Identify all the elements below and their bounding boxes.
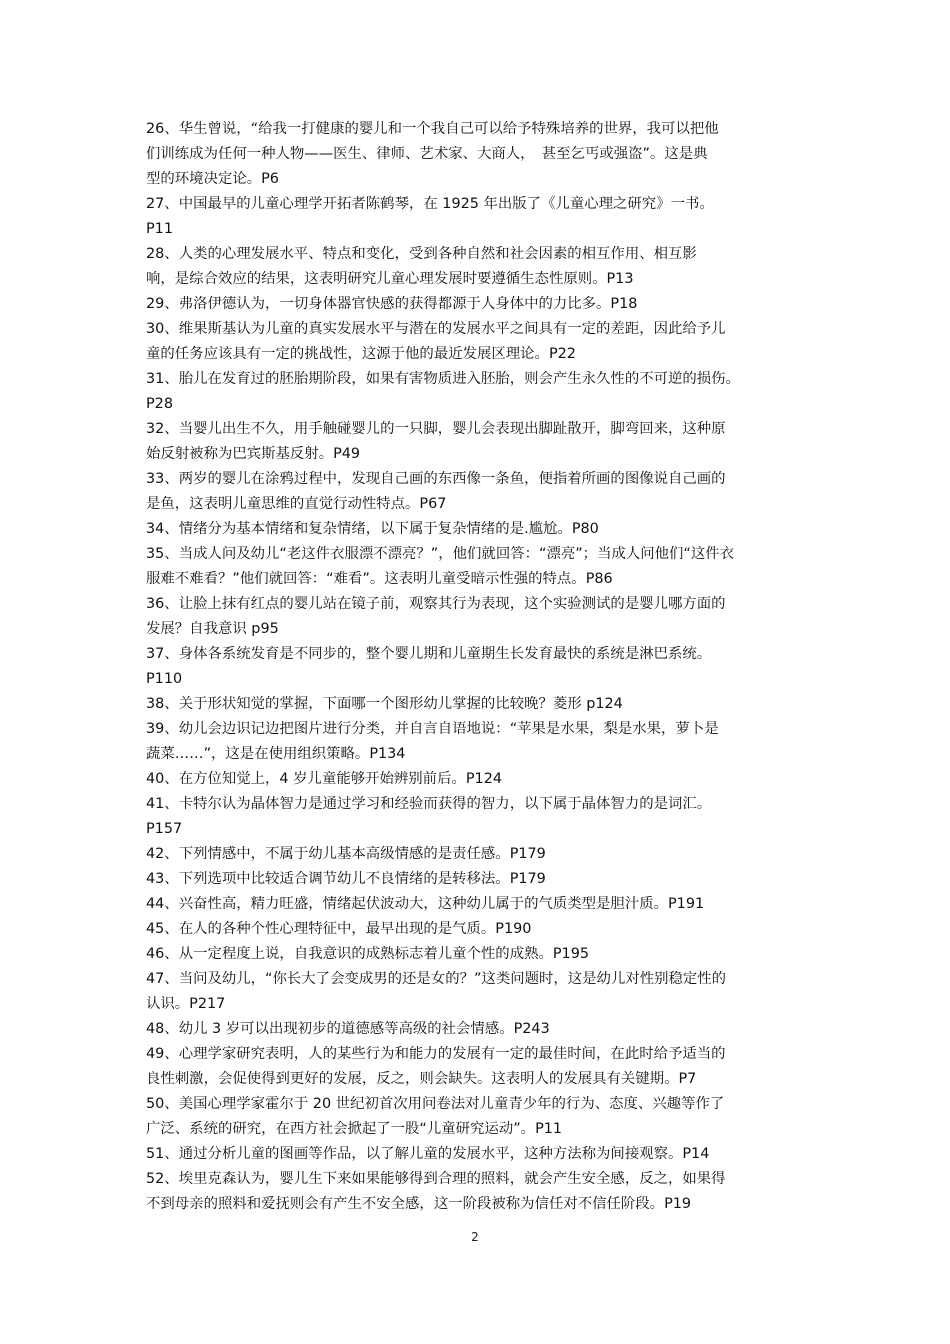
text-line: 35、当成人问及幼儿“老这件衣服漂不漂亮？”，他们就回答：“漂亮”；当成人问他们“这件衣 <box>146 546 735 562</box>
text-line: 47、当问及幼儿，“你长大了会变成男的还是女的？”这类问题时，这是幼儿对性别稳定性的 <box>146 971 727 987</box>
text-line: 始反射被称为巴宾斯基反射。P49 <box>146 446 361 462</box>
text-line: 28、人类的心理发展水平、特点和变化，受到各种自然和社会因素的相互作用、相互影 <box>146 246 697 262</box>
page-number: 2 <box>471 1230 479 1244</box>
text-line: P11 <box>146 221 173 237</box>
text-line: 31、胎儿在发育过的胚胎期阶段，如果有害物质进入胚胎，则会产生永久性的不可逆的损伤。 <box>146 371 740 387</box>
text-line: 45、在人的各种个性心理特征中，最早出现的是气质。P190 <box>146 921 532 937</box>
text-line: 30、维果斯基认为儿童的真实发展水平与潜在的发展水平之间具有一定的差距，因此给予儿 <box>146 321 726 337</box>
text-line: P157 <box>146 821 183 837</box>
text-line: 48、幼儿 3 岁可以出现初步的道德感等高级的社会情感。P243 <box>146 1021 550 1037</box>
text-line: 蔬菜……”，这是在使用组织策略。P134 <box>146 746 406 762</box>
text-line: 广泛、系统的研究，在西方社会掀起了一股“儿童研究运动”。P11 <box>146 1121 563 1137</box>
text-line: 26、华生曾说，“给我一打健康的婴儿和一个我自己可以给予特殊培养的世界，我可以把他 <box>146 121 719 137</box>
text-line: 32、当婴儿出生不久，用手触碰婴儿的一只脚，婴儿会表现出脚趾散开，脚弯回来，这种原 <box>146 421 726 437</box>
text-line: 52、埃里克森认为，婴儿生下来如果能够得到合理的照料，就会产生安全感，反之，如果得 <box>146 1171 726 1187</box>
text-line: 是鱼，这表明儿童思维的直觉行动性特点。P67 <box>146 496 447 512</box>
text-line: 40、在方位知觉上，4 岁儿童能够开始辨别前后。P124 <box>146 771 503 787</box>
text-line: P28 <box>146 396 173 412</box>
text-line: 38、关于形状知觉的掌握，下面哪一个图形幼儿掌握的比较晚？菱形 p124 <box>146 696 623 712</box>
text-line: 33、两岁的婴儿在涂鸦过程中，发现自己画的东西像一条鱼，便指着所画的图像说自己画的 <box>146 471 726 487</box>
text-line: 51、通过分析儿童的图画等作品，以了解儿童的发展水平，这种方法称为间接观察。P14 <box>146 1146 710 1162</box>
text-line: 认识。P217 <box>146 996 226 1012</box>
text-line: 服难不难看？”他们就回答：“难看”。这表明儿童受暗示性强的特点。P86 <box>146 571 613 587</box>
text-line: 34、情绪分为基本情绪和复杂情绪，以下属于复杂情绪的是.尴尬。P80 <box>146 521 599 537</box>
text-line: 44、兴奋性高，精力旺盛，情绪起伏波动大，这种幼儿属于的气质类型是胆汁质。P191 <box>146 896 705 912</box>
text-line: 29、弗洛伊德认为，一切身体器官快感的获得都源于人身体中的力比多。P18 <box>146 296 638 312</box>
text-line: 们训练成为任何一种人物——医生、律师、艺术家、大商人， 甚至乞丐或强盗”。这是典 <box>146 146 708 162</box>
text-line: 49、心理学家研究表明，人的某些行为和能力的发展有一定的最佳时间，在此时给予适当的 <box>146 1046 726 1062</box>
document-body <box>146 117 810 1217</box>
text-line: 型的环境决定论。P6 <box>146 171 279 187</box>
text-line: 良性刺激，会促使得到更好的发展，反之，则会缺失。这表明人的发展具有关键期。P7 <box>146 1071 697 1087</box>
text-line: 42、下列情感中，不属于幼儿基本高级情感的是责任感。P179 <box>146 846 546 862</box>
text-line: 27、中国最早的儿童心理学开拓者陈鹤琴，在 1925 年出版了《儿童心理之研究》一书。 <box>146 196 714 212</box>
text-line: 43、下列选项中比较适合调节幼儿不良情绪的是转移法。P179 <box>146 871 546 887</box>
text-line: 39、幼儿会边识记边把图片进行分类，并自言自语地说：“苹果是水果，梨是水果，萝卜是 <box>146 721 719 737</box>
text-line: 不到母亲的照料和爱抚则会有产生不安全感，这一阶段被称为信任对不信任阶段。P19 <box>146 1196 692 1212</box>
text-line: P110 <box>146 671 183 687</box>
text-line: 响，是综合效应的结果，这表明研究儿童心理发展时要遵循生态性原则。P13 <box>146 271 634 287</box>
text-line: 36、让脸上抹有红点的婴儿站在镜子前，观察其行为表现，这个实验测试的是婴儿哪方面的 <box>146 596 726 612</box>
text-line: 发展？自我意识 p95 <box>146 621 279 637</box>
text-line: 37、身体各系统发育是不同步的，整个婴儿期和儿童期生长发育最快的系统是淋巴系统。 <box>146 646 712 662</box>
text-line: 50、美国心理学家霍尔于 20 世纪初首次用问卷法对儿童青少年的行为、态度、兴趣等作了 <box>146 1096 725 1112</box>
text-line: 童的任务应该具有一定的挑战性，这源于他的最近发展区理论。P22 <box>146 346 576 362</box>
text-line: 46、从一定程度上说，自我意识的成熟标志着儿童个性的成熟。P195 <box>146 946 590 962</box>
text-line: 41、卡特尔认为晶体智力是通过学习和经验而获得的智力，以下属于晶体智力的是词汇。 <box>146 796 712 812</box>
